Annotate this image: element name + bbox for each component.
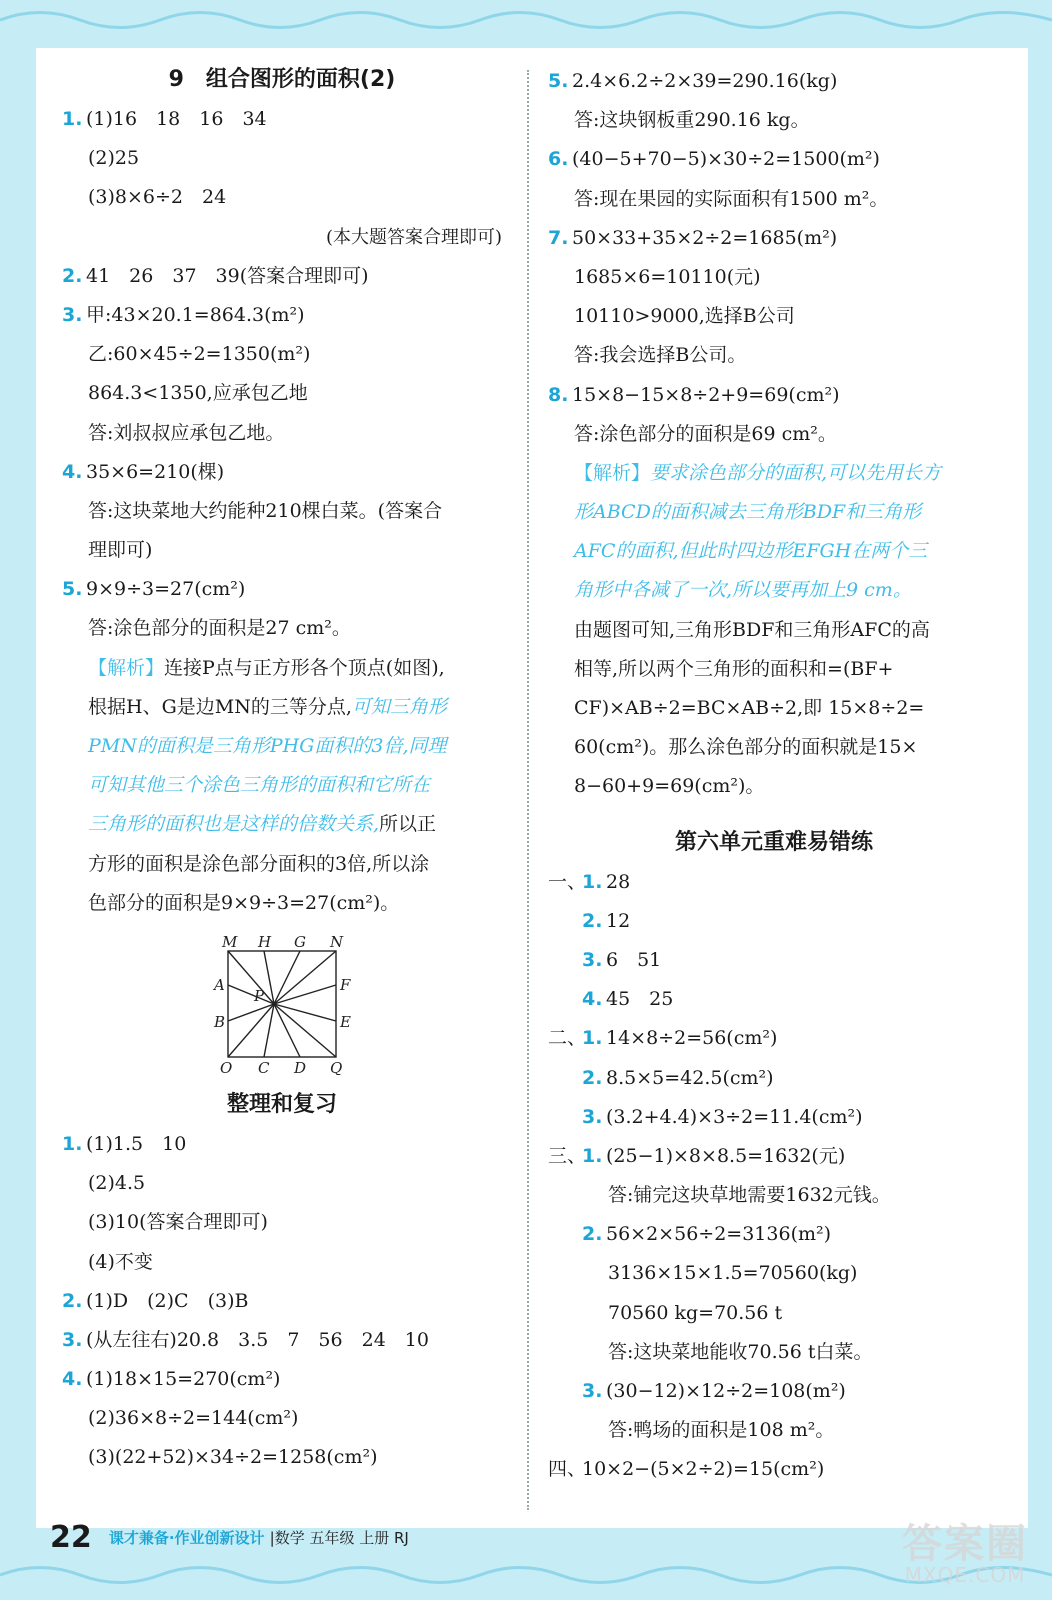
analysis-line-5: 三角形的面积也是这样的倍数关系,所以正 xyxy=(88,813,437,836)
answer-4c: 理即可) xyxy=(88,539,153,562)
answer-3d: 答:刘叔叔应承包乙地。 xyxy=(88,421,285,444)
analysis-line-7: 色部分的面积是9×9÷3=27(cm²)。 xyxy=(88,891,400,914)
answer-5b: 答:涂色部分的面积是27 cm²。 xyxy=(88,617,351,640)
watermark-bottom: MXQE.COM xyxy=(904,1563,1026,1587)
part1-item-3: 3. 6 51 xyxy=(582,948,662,971)
review-1b: (2)4.5 xyxy=(88,1172,146,1195)
analysis-line-1: 【解析】连接P点与正方形各个顶点(如图), xyxy=(88,656,445,679)
part1-item-1: 一、1. 28 xyxy=(548,870,631,893)
review-1a: 1. (1)1.5 10 xyxy=(62,1132,187,1155)
analysis8-line-4: 角形中各减了一次,所以要再加上9 cm。 xyxy=(574,579,912,602)
answer-1b: (2)25 xyxy=(88,147,140,170)
label-M: M xyxy=(222,934,238,951)
part3-item-2b: 3136×15×1.5=70560(kg) xyxy=(608,1262,858,1285)
answer-7b: 1685×6=10110(元) xyxy=(574,265,761,288)
part3-item-2a: 2. 56×2×56÷2=3136(m²) xyxy=(582,1223,832,1246)
answer-3c: 864.3<1350,应承包乙地 xyxy=(88,382,308,405)
footer-brand: 课才兼备·作业创新设计 xyxy=(108,1529,265,1547)
analysis-line-2: 根据H、G是边MN的三等分点,可知三角形 xyxy=(88,695,447,718)
answer-5a: 5. 9×9÷3=27(cm²) xyxy=(62,578,246,601)
part3-item-3b: 答:鸭场的面积是108 m²。 xyxy=(608,1419,835,1442)
part2-item-3: 3. (3.2+4.4)×3÷2=11.4(cm²) xyxy=(582,1105,863,1128)
review-2: 2. (1)D (2)C (3)B xyxy=(62,1289,249,1312)
answer-7d: 答:我会选择B公司。 xyxy=(574,344,747,367)
label-G: G xyxy=(294,934,306,951)
label-C: C xyxy=(258,1058,270,1075)
analysis8-line-2: 形ABCD的面积减去三角形BDF和三角形 xyxy=(574,501,922,524)
answer-r5a: 5. 2.4×6.2÷2×39=290.16(kg) xyxy=(548,70,838,92)
review-4a: 4. (1)18×15=270(cm²) xyxy=(62,1368,281,1391)
part3-item-2d: 答:这块菜地能收70.56 t白菜。 xyxy=(608,1340,873,1363)
review-3: 3. (从左往右)20.8 3.5 7 56 24 10 xyxy=(62,1328,429,1351)
label-E: E xyxy=(340,1012,351,1031)
analysis8-line-9: 8−60+9=69(cm²)。 xyxy=(574,775,765,798)
right-column xyxy=(548,62,1000,1490)
label-N: N xyxy=(330,934,344,951)
review-1c: (3)10(答案合理即可) xyxy=(88,1211,268,1234)
analysis-line-4: 可知其他三个涂色三角形的面积和它所在 xyxy=(88,774,431,797)
part2-item-2: 2. 8.5×5=42.5(cm²) xyxy=(582,1066,774,1089)
answer-8b: 答:涂色部分的面积是69 cm²。 xyxy=(574,422,837,445)
label-Q: Q xyxy=(330,1058,343,1075)
label-F: F xyxy=(340,975,351,994)
part3-item-1a: 三、1. (25−1)×8×8.5=1632(元) xyxy=(548,1144,846,1167)
answer-2: 2. 41 26 37 39(答案合理即可) xyxy=(62,264,369,287)
label-H: H xyxy=(258,934,272,951)
label-O: O xyxy=(220,1058,233,1075)
answer-3b: 乙:60×45÷2=1350(m²) xyxy=(88,343,311,366)
analysis8-line-3: AFC的面积,但此时四边形EFGH在两个三 xyxy=(574,540,928,563)
square-diagram xyxy=(202,935,362,1075)
analysis8-line-7: CF)×AB÷2=BC×AB÷2,即 15×8÷2= xyxy=(574,697,925,719)
unit-title: 第六单元重难易错练 xyxy=(674,829,873,855)
review-title: 整理和复习 xyxy=(226,1091,337,1117)
page-number: 22 xyxy=(50,1520,92,1555)
label-A: A xyxy=(214,975,225,994)
answer-4a: 4. 35×6=210(棵) xyxy=(62,460,225,483)
watermark-top: 答案圈 xyxy=(902,1521,1028,1567)
label-B: B xyxy=(214,1012,226,1031)
analysis8-line-6: 相等,所以两个三角形的面积和=(BF+ xyxy=(574,657,894,680)
answer-1a: 1. (1)16 18 16 34 xyxy=(62,108,267,130)
review-4c: (3)(22+52)×34÷2=1258(cm²) xyxy=(88,1446,378,1469)
review-4b: (2)36×8÷2=144(cm²) xyxy=(88,1407,299,1430)
analysis8-line-1: 【解析】要求涂色部分的面积,可以先用长方 xyxy=(574,461,942,484)
part4-item: 四、10×2−(5×2÷2)=15(cm²) xyxy=(548,1458,825,1481)
analysis8-line-5: 由题图可知,三角形BDF和三角形AFC的高 xyxy=(574,618,930,641)
part3-item-2c: 70560 kg=70.56 t xyxy=(608,1301,783,1324)
part3-item-1b: 答:铺完这块草地需要1632元钱。 xyxy=(608,1184,891,1207)
label-D: D xyxy=(294,1058,307,1075)
part1-item-4: 4. 45 25 xyxy=(582,988,674,1011)
left-column xyxy=(62,60,502,1478)
analysis-line-6: 方形的面积是涂色部分面积的3倍,所以涂 xyxy=(88,852,430,875)
part3-item-3a: 3. (30−12)×12÷2=108(m²) xyxy=(582,1380,846,1402)
answer-7a: 7. 50×33+35×2÷2=1685(m²) xyxy=(548,226,838,249)
answer-6a: 6. (40−5+70−5)×30÷2=1500(m²) xyxy=(548,148,880,171)
part1-item-2: 2. 12 xyxy=(582,909,631,932)
analysis-line-3: PMN的面积是三角形PHG面积的3倍,同理 xyxy=(88,735,447,757)
answer-1c: (3)8×6÷2 24 xyxy=(88,186,227,209)
answer-7c: 10110>9000,选择B公司 xyxy=(574,305,795,328)
watermark-logo xyxy=(902,1512,1028,1587)
section-title: 9 组合图形的面积(2) xyxy=(168,67,396,92)
answer-4b: 答:这块菜地大约能种210棵白菜。(答案合 xyxy=(88,499,443,522)
answer-1-note: (本大题答案合理即可) xyxy=(325,226,502,248)
answer-r5b: 答:这块钢板重290.16 kg。 xyxy=(574,109,810,132)
page-footer xyxy=(50,1520,409,1560)
analysis8-line-8: 60(cm²)。那么涂色部分的面积就是15× xyxy=(574,736,918,759)
label-P: P xyxy=(254,986,265,1005)
review-1d: (4)不变 xyxy=(88,1250,153,1273)
answer-3a: 3. 甲:43×20.1=864.3(m²) xyxy=(62,303,305,326)
answer-6b: 答:现在果园的实际面积有1500 m²。 xyxy=(574,187,889,210)
answer-8a: 8. 15×8−15×8÷2+9=69(cm²) xyxy=(548,383,840,406)
part2-item-1: 二、1. 14×8÷2=56(cm²) xyxy=(548,1027,778,1050)
column-divider xyxy=(527,70,529,1510)
footer-subject: |数学 五年级 上册 RJ xyxy=(269,1529,409,1547)
